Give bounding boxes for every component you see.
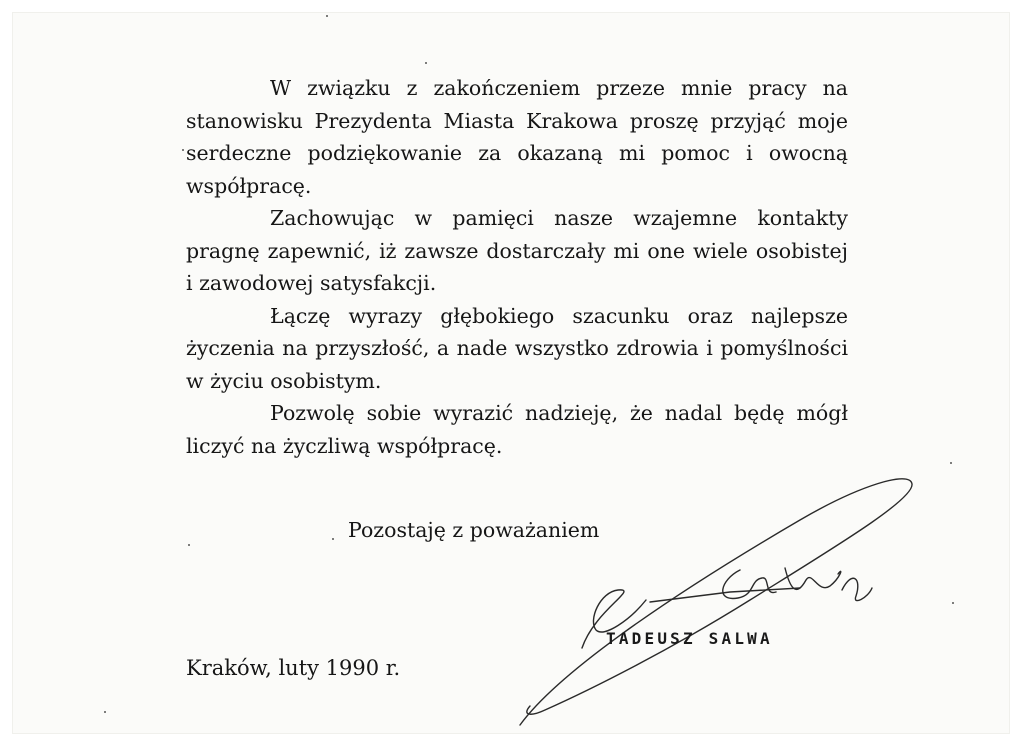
letter-paragraph-1: W związku z zakończeniem przeze mnie pracy na stanowisku Prezydenta Miasta Krakowa proszę przyjąć moje serdeczne podziękowanie za okazaną mi pomoc i owocną współpracę. xyxy=(186,76,848,198)
letter-closing: Pozostaję z poważaniem xyxy=(348,518,600,542)
paper-speck xyxy=(104,711,106,713)
signature-loop-stroke xyxy=(520,479,912,725)
letter-paragraph-2: Zachowując w pamięci nasze wzajemne kontakty pragnę zapewnić, iż zawsze dostarczały mi one wiele osobistej i zawodowej satysfakcji. xyxy=(186,206,848,295)
signature-end-stroke xyxy=(842,578,872,600)
place-and-date: Kraków, luty 1990 r. xyxy=(186,656,401,680)
signatory-name: TADEUSZ SALWA xyxy=(606,629,773,648)
paper-speck xyxy=(425,62,427,64)
paper-speck xyxy=(326,15,328,17)
letter-paragraph-4: Pozwolę sobie wyrazić nadzieję, że nadal będę mógł liczyć na życzliwą współpracę. xyxy=(186,401,848,458)
handwritten-signature xyxy=(500,470,930,740)
paper-speck xyxy=(950,462,952,464)
paper-speck xyxy=(332,538,334,540)
letter-body xyxy=(186,72,848,462)
paper-speck xyxy=(952,602,954,604)
paper-speck xyxy=(188,544,190,546)
signature-underline-stroke xyxy=(650,588,800,602)
letter-paragraph-3: Łączę wyrazy głębokiego szacunku oraz najlepsze życzenia na przyszłość, a nade wszystko zdrowia i pomyślności w życiu osobistym. xyxy=(186,303,848,393)
paper-speck xyxy=(182,149,184,151)
signature-tail-stroke xyxy=(785,568,841,589)
signature-letters-stroke xyxy=(723,570,776,598)
